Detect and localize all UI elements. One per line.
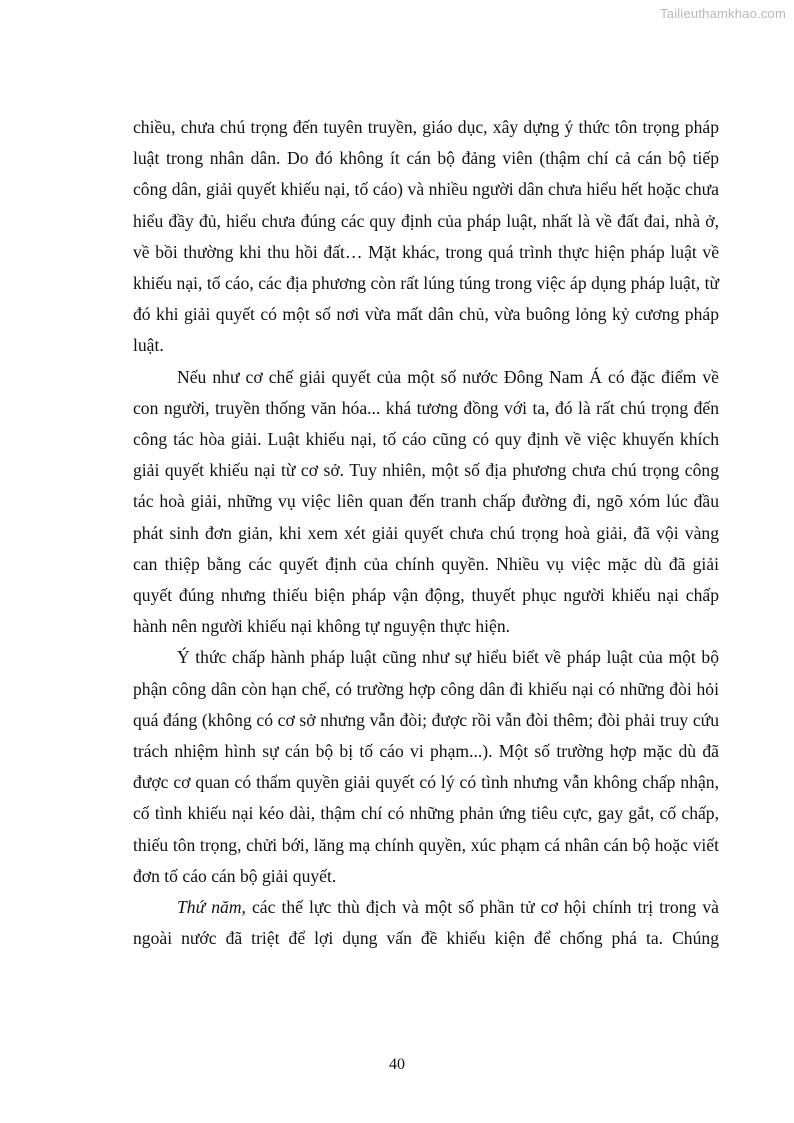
site-watermark: Tailieuthamkhao.com [660, 6, 786, 21]
paragraph-legal-awareness: Ý thức chấp hành pháp luật cũng như sự hiểu biết về pháp luật của một bộ phận công dân còn hạn chế, có trường hợp công dân đi khiếu nại có những đòi hỏi quá đáng (không có cơ sở nhưng vẫn đòi; được rồi vẫn đòi thêm; đòi phải truy cứu trách nhiệm hình sự cán bộ bị tố cáo vi phạm...). Một số trường hợp mặc dù đã được cơ quan có thẩm quyền giải quyết có lý có tình nhưng vẫn không chấp nhận, cố tình khiếu nại kéo dài, thậm chí có những phản ứng tiêu cực, gay gắt, cố chấp, thiếu tôn trọng, chửi bới, lăng mạ chính quyền, xúc phạm cá nhân cán bộ hoặc viết đơn tố cáo cán bộ giải quyết. [133, 647, 719, 886]
paragraph-fifth-point [133, 892, 719, 954]
paragraph-mediation: Nếu như cơ chế giải quyết của một số nước Đông Nam Á có đặc điểm về con người, truyền thống văn hóa... khá tương đồng với ta, đó là rất chú trọng đến công tác hòa giải. Luật khiếu nại, tố cáo cũng có quy định về việc khuyến khích giải quyết khiếu nại từ cơ sở. Tuy nhiên, một số địa phương chưa chú trọng công tác hoà giải, những vụ việc liên quan đến tranh chấp đường đi, ngõ xóm lúc đầu phát sinh đơn giản, khi xem xét giải quyết chưa chú trọng hoà giải, đã vội vàng can thiệp bằng các quyết định của chính quyền. Nhiều vụ việc mặc dù đã giải quyết đúng nhưng thiếu biện pháp vận động, thuyết phục người khiếu nại chấp hành nên người khiếu nại không tự nguyện thực hiện. [133, 366, 719, 637]
paragraph-fifth-text: , các thế lực thù địch và một số phần tử cơ hội chính trị trong và ngoài nước đã triệt để lợi dụng vấn đề khiếu kiện để chống phá ta. Chúng [133, 897, 719, 949]
italic-lead-fifth: Thứ năm [177, 897, 242, 918]
page-number: 40 [389, 1056, 405, 1073]
document-body [133, 112, 719, 954]
paragraph-continuation: chiều, chưa chú trọng đến tuyên truyền, giáo dục, xây dựng ý thức tôn trọng pháp luật trong nhân dân. Do đó không ít cán bộ đảng viên (thậm chí cả cán bộ tiếp công dân, giải quyết khiếu nại, tố cáo) và nhiều người dân chưa hiểu hết hoặc chưa hiểu đầy đủ, hiểu chưa đúng các quy định của pháp luật, nhất là về đất đai, nhà ở, về bồi thường khi thu hồi đất… Mặt khác, trong quá trình thực hiện pháp luật về khiếu nại, tố cáo, các địa phương còn rất lúng túng trong việc áp dụng pháp luật, từ đó khi giải quyết có một số nơi vừa mất dân chủ, vừa buông lỏng kỷ cương pháp luật. [133, 117, 719, 356]
